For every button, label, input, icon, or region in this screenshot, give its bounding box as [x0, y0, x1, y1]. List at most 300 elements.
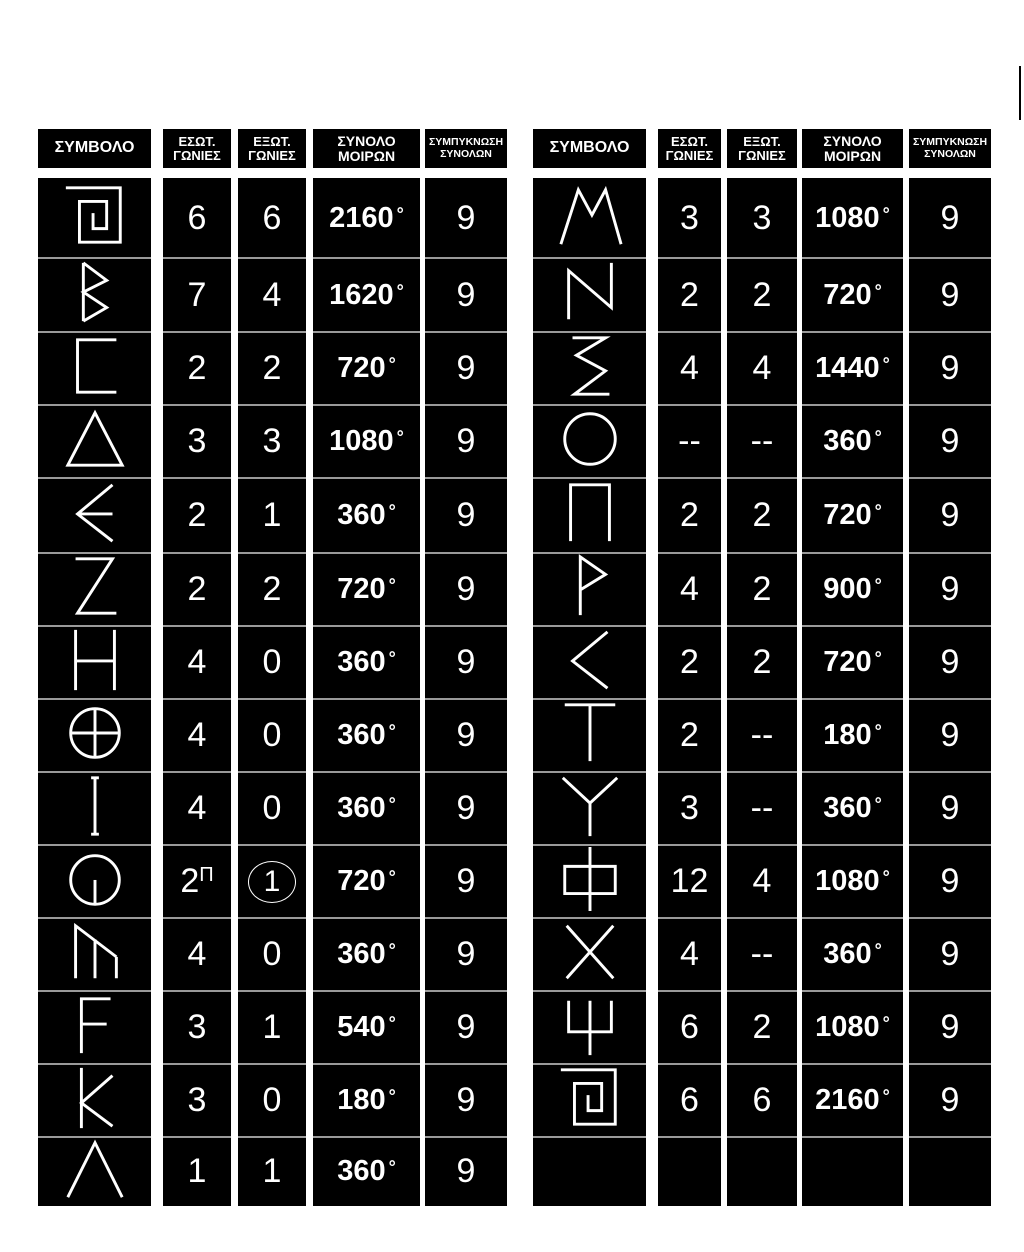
left-reduction-value: 9	[456, 1008, 476, 1046]
left-reduction-cell	[425, 772, 507, 845]
left-interior-cell	[163, 1137, 231, 1206]
right-total-value: 1080	[815, 201, 880, 234]
left-reduction-cell	[425, 332, 507, 405]
right-exterior-value: --	[750, 935, 774, 973]
right-interior-value: 3	[680, 198, 699, 237]
left-reduction-value: 9	[456, 789, 476, 827]
right-header-exterior-line: ΕΞΩΤ.	[743, 133, 781, 149]
right-degree-sign: °	[874, 721, 882, 741]
left-exterior-cell	[238, 178, 306, 258]
right-interior-value: 2	[680, 716, 699, 754]
left-total-cell	[313, 626, 420, 699]
right-reduction-cell	[909, 918, 991, 991]
psi-icon	[554, 991, 626, 1064]
right-exterior-value: --	[750, 716, 774, 754]
left-total-value: 1080	[329, 425, 394, 457]
left-total-cell	[313, 332, 420, 405]
right-reduction-value: 9	[940, 198, 960, 237]
left-interior-value: 3	[187, 422, 207, 460]
left-reduction-value: 9	[456, 1081, 476, 1119]
right-degree-sign: °	[874, 940, 882, 960]
left-exterior-cell	[238, 991, 306, 1064]
left-total-cell	[313, 918, 420, 991]
left-interior-value: 4	[187, 716, 207, 754]
left-header-interior-line: ΓΩΝΙΕΣ	[173, 147, 221, 163]
left-reduction-cell	[425, 1137, 507, 1206]
right-header-exterior	[727, 129, 797, 168]
left-reduction-cell	[425, 1064, 507, 1137]
right-degree-sign: °	[882, 1086, 890, 1106]
upsilon-icon	[554, 772, 626, 845]
left-interior-value: 3	[187, 1081, 207, 1119]
left-exterior-cell	[238, 332, 306, 405]
left-header-interior-line: ΕΣΩΤ.	[178, 133, 216, 149]
left-header-exterior-line: ΓΩΝΙΕΣ	[248, 147, 296, 163]
epsilon-icon	[59, 479, 131, 552]
left-interior-cell	[163, 991, 231, 1064]
right-degree-sign: °	[874, 794, 882, 814]
right-degree-sign: °	[874, 501, 882, 521]
left-exterior-value: 2	[262, 570, 282, 608]
left-exterior-value: 1	[262, 496, 282, 534]
right-total-value: 2160	[815, 1084, 880, 1116]
right-symbol-cell	[533, 405, 646, 478]
right-exterior-cell	[727, 258, 797, 332]
left-interior-value: 1	[187, 1152, 207, 1190]
right-total-value: 720	[823, 278, 872, 311]
right-degree-sign: °	[874, 575, 882, 595]
right-reduction-value: 9	[940, 789, 960, 827]
left-reduction-value: 9	[456, 862, 476, 900]
right-reduction-value: 9	[940, 862, 960, 900]
left-reduction-value: 9	[456, 643, 476, 681]
right-interior-cell	[658, 332, 721, 405]
left-total-cell	[313, 845, 420, 918]
right-reduction-cell	[909, 699, 991, 772]
right-total-value: 1080	[815, 865, 880, 897]
right-header-exterior-line: ΓΩΝΙΕΣ	[738, 147, 786, 163]
right-total-value: 1440	[815, 352, 880, 384]
left-interior-cell	[163, 405, 231, 478]
right-symbol-cell	[533, 699, 646, 772]
left-degree-sign: °	[396, 203, 404, 224]
left-degree-sign: °	[396, 427, 404, 447]
right-reduction-value: 9	[940, 643, 960, 681]
left-reduction-cell	[425, 405, 507, 478]
left-reduction-value: 9	[456, 422, 476, 460]
right-total-cell	[802, 918, 903, 991]
right-total-cell	[802, 772, 903, 845]
left-reduction-value: 9	[456, 716, 476, 754]
right-exterior-value: 2	[752, 275, 772, 314]
theta-icon	[59, 699, 131, 772]
right-exterior-value: 2	[752, 1008, 772, 1046]
left-degree-sign: °	[388, 1157, 396, 1177]
left-exterior-value: 0	[262, 1081, 282, 1119]
left-interior-cell	[163, 178, 231, 258]
right-reduction-value: 9	[940, 1008, 960, 1046]
left-interior-value: 2	[180, 862, 200, 900]
right-reduction-cell	[909, 772, 991, 845]
right-exterior-value: --	[750, 789, 774, 827]
right-total-cell	[802, 478, 903, 553]
right-symbol-cell	[533, 332, 646, 405]
left-reduction-cell	[425, 699, 507, 772]
right-interior-cell	[658, 405, 721, 478]
right-degree-sign: °	[874, 648, 882, 668]
left-interior-value: 4	[187, 643, 207, 681]
left-interior-cell	[163, 553, 231, 626]
right-interior-cell	[658, 258, 721, 332]
iota-icon	[59, 772, 131, 845]
left-exterior-cell	[238, 553, 306, 626]
left-interior-cell	[163, 332, 231, 405]
right-total-value: 180	[823, 719, 872, 751]
right-total-cell	[802, 1064, 903, 1137]
right-degree-sign: °	[874, 427, 882, 447]
left-degree-sign: °	[388, 1013, 396, 1033]
left-exterior-cell	[238, 772, 306, 845]
left-total-cell	[313, 405, 420, 478]
left-reduction-value: 9	[456, 275, 476, 314]
left-total-cell	[313, 478, 420, 553]
left-header-symbol-line: ΣΥΜΒΟΛΟ	[54, 139, 135, 157]
left-header-reduction-line: ΣΥΝΟΛΩΝ	[440, 147, 492, 160]
left-total-cell	[313, 699, 420, 772]
right-degree-sign: °	[882, 354, 890, 374]
rho-icon	[554, 553, 626, 626]
right-interior-value: 2	[680, 275, 699, 314]
left-header-symbol	[38, 129, 151, 168]
right-header-total-line: ΣΥΝΟΛΟ	[823, 132, 882, 149]
right-exterior-cell	[727, 405, 797, 478]
left-interior-value: 2	[187, 570, 207, 608]
right-exterior-value: 2	[752, 570, 772, 608]
right-header-total	[802, 129, 903, 168]
right-total-cell	[802, 626, 903, 699]
right-interior-value: 4	[680, 570, 699, 608]
left-symbol-cell	[38, 991, 151, 1064]
right-interior-value: 6	[680, 1081, 699, 1119]
left-total-cell	[313, 178, 420, 258]
left-exterior-value: 0	[262, 643, 282, 681]
left-interior-cell	[163, 626, 231, 699]
right-degree-sign: °	[882, 203, 890, 224]
eta-icon	[59, 626, 131, 699]
left-reduction-cell	[425, 626, 507, 699]
left-exterior-value: 4	[262, 275, 282, 314]
left-symbol-cell	[38, 626, 151, 699]
left-degree-sign: °	[388, 940, 396, 960]
left-exterior-cell	[238, 918, 306, 991]
right-exterior-value: 4	[752, 349, 772, 387]
left-symbol-cell	[38, 845, 151, 918]
left-degree-sign: °	[388, 721, 396, 741]
left-interior-value: 2	[187, 496, 207, 534]
edge-line	[1019, 66, 1021, 120]
right-interior-value: 6	[680, 1008, 699, 1046]
right-exterior-value: 3	[752, 198, 772, 237]
right-total-cell	[802, 699, 903, 772]
left-degree-sign: °	[388, 354, 396, 374]
left-header-total-line: ΣΥΝΟΛΟ	[337, 132, 396, 149]
left-total-value: 360	[337, 792, 386, 824]
left-interior-cell	[163, 699, 231, 772]
right-exterior-cell	[727, 772, 797, 845]
right-total-value: 900	[823, 573, 872, 605]
right-header-reduction-line: ΣΥΝΟΛΩΝ	[924, 147, 976, 160]
left-total-value: 720	[337, 352, 386, 384]
right-interior-cell	[658, 772, 721, 845]
left-reduction-value: 9	[456, 935, 476, 973]
left-exterior-value: 0	[262, 716, 282, 754]
right-total-cell	[802, 258, 903, 332]
right-exterior-cell	[727, 478, 797, 553]
right-exterior-value: --	[750, 422, 774, 460]
left-exterior-value: 0	[262, 935, 282, 973]
right-symbol-cell	[533, 258, 646, 332]
right-symbol-cell	[533, 772, 646, 845]
right-symbol-cell	[533, 918, 646, 991]
left-reduction-value: 9	[456, 198, 476, 237]
tau-icon	[554, 699, 626, 772]
left-total-value: 360	[337, 938, 386, 970]
left-header-interior	[163, 129, 231, 168]
right-exterior-cell	[727, 178, 797, 258]
right-interior-cell	[658, 553, 721, 626]
pi-slant-icon	[59, 918, 131, 991]
left-exterior-value: 3	[262, 422, 282, 460]
right-total-cell	[802, 178, 903, 258]
left-total-value: 180	[337, 1084, 386, 1116]
left-degree-sign: °	[388, 648, 396, 668]
right-degree-sign: °	[882, 867, 890, 887]
left-exterior-value: 1	[248, 861, 296, 903]
left-exterior-value: 0	[262, 789, 282, 827]
right-degree-sign: °	[882, 1013, 890, 1033]
right-reduction-value: 9	[940, 349, 960, 387]
right-interior-value: 4	[680, 935, 699, 973]
left-degree-sign: °	[388, 575, 396, 595]
left-reduction-cell	[425, 991, 507, 1064]
right-reduction-value: 9	[940, 935, 960, 973]
left-symbol-cell	[38, 1137, 151, 1206]
zeta-icon	[59, 553, 131, 626]
left-header-exterior	[238, 129, 306, 168]
right-total-value: 1080	[815, 1011, 880, 1043]
right-total-cell	[802, 405, 903, 478]
right-reduction-cell	[909, 478, 991, 553]
left-header-total-line: ΜΟΙΡΩΝ	[337, 147, 396, 164]
right-header-total-line: ΜΟΙΡΩΝ	[823, 147, 882, 164]
right-interior-cell	[658, 918, 721, 991]
right-interior-value: 12	[670, 862, 709, 900]
left-reduction-value: 9	[456, 570, 476, 608]
right-interior-value: --	[678, 422, 701, 460]
right-total-value: 360	[823, 425, 872, 457]
right-interior-cell	[658, 845, 721, 918]
left-interior-cell	[163, 258, 231, 332]
right-row-separator	[533, 1136, 646, 1138]
left-total-cell	[313, 772, 420, 845]
left-reduction-cell	[425, 478, 507, 553]
lambda-icon	[59, 1135, 131, 1208]
left-exterior-cell	[238, 258, 306, 332]
right-reduction-value: 9	[940, 570, 960, 608]
right-reduction-cell	[909, 1064, 991, 1137]
left-interior-cell	[163, 845, 231, 918]
left-interior-cell	[163, 1064, 231, 1137]
left-total-value: 720	[337, 865, 386, 897]
right-header-interior-line: ΕΣΩΤ.	[670, 133, 709, 149]
right-symbol-cell	[533, 991, 646, 1064]
left-exterior-cell	[238, 626, 306, 699]
right-reduction-value: 9	[940, 422, 960, 460]
left-degree-sign: °	[388, 867, 396, 887]
right-row-separator	[909, 1136, 991, 1138]
right-total-cell	[802, 845, 903, 918]
right-header-interior-line: ΓΩΝΙΕΣ	[665, 147, 714, 163]
kappa-icon	[59, 1064, 131, 1137]
right-reduction-cell	[909, 991, 991, 1064]
left-symbol-cell	[38, 332, 151, 405]
right-exterior-value: 2	[752, 643, 772, 681]
right-symbol-cell	[533, 845, 646, 918]
left-interior-value: 2	[187, 349, 207, 387]
left-total-cell	[313, 1137, 420, 1206]
right-reduction-value: 9	[940, 496, 960, 534]
left-interior-value: 3	[187, 1008, 207, 1046]
left-total-value: 360	[337, 646, 386, 678]
left-total-value: 360	[337, 1155, 386, 1187]
right-exterior-cell	[727, 332, 797, 405]
right-reduction-cell	[909, 553, 991, 626]
left-symbol-cell	[38, 772, 151, 845]
right-exterior-cell	[727, 845, 797, 918]
left-interior-value: 4	[187, 789, 207, 827]
right-reduction-value: 9	[940, 275, 960, 314]
right-interior-cell	[658, 478, 721, 553]
right-exterior-value: 4	[752, 862, 772, 900]
left-exterior-cell	[238, 478, 306, 553]
left-symbol-cell	[38, 918, 151, 991]
left-total-value: 540	[337, 1011, 386, 1043]
omicron-icon	[554, 405, 626, 478]
right-total-value: 720	[823, 646, 872, 678]
right-symbol-cell	[533, 553, 646, 626]
left-symbol-cell	[38, 478, 151, 553]
left-reduction-cell	[425, 258, 507, 332]
right-interior-value: 2	[680, 496, 699, 534]
right-row-separator	[802, 1136, 903, 1138]
right-header-symbol	[533, 129, 646, 168]
right-interior-cell	[658, 699, 721, 772]
left-interior-cell	[163, 478, 231, 553]
right-exterior-cell	[727, 991, 797, 1064]
right-header-symbol-line: ΣΥΜΒΟΛΟ	[549, 139, 630, 157]
right-reduction-value: 9	[940, 1081, 960, 1119]
right-reduction-cell	[909, 178, 991, 258]
right-reduction-cell	[909, 258, 991, 332]
right-reduction-value: 9	[940, 716, 960, 754]
left-total-value: 2160	[329, 201, 394, 234]
left-reduction-cell	[425, 553, 507, 626]
right-header-interior	[658, 129, 721, 168]
left-exterior-cell	[238, 845, 306, 918]
left-degree-sign: °	[388, 501, 396, 521]
right-total-cell	[802, 332, 903, 405]
pi-icon	[554, 479, 626, 552]
right-exterior-cell	[727, 1064, 797, 1137]
left-header-reduction	[425, 129, 507, 168]
left-reduction-value: 9	[456, 349, 476, 387]
right-symbol-cell	[533, 478, 646, 553]
left-symbol-cell	[38, 405, 151, 478]
left-symbol-cell	[38, 178, 151, 258]
meander-square-icon	[554, 1064, 626, 1137]
chi-icon	[554, 918, 626, 991]
left-symbol-cell	[38, 258, 151, 332]
right-total-value: 720	[823, 499, 872, 531]
right-header-reduction	[909, 129, 991, 168]
left-exterior-cell	[238, 405, 306, 478]
left-reduction-cell	[425, 918, 507, 991]
right-interior-value: 3	[680, 789, 699, 827]
left-total-cell	[313, 258, 420, 332]
left-exterior-cell	[238, 699, 306, 772]
right-degree-sign: °	[874, 280, 882, 301]
circle-stem-icon	[59, 845, 131, 918]
right-interior-value: 4	[680, 349, 699, 387]
right-reduction-cell	[909, 405, 991, 478]
left-exterior-value: 1	[262, 1008, 282, 1046]
left-symbol-cell	[38, 553, 151, 626]
right-symbol-cell	[533, 178, 646, 258]
left-header-exterior-line: ΕΞΩΤ.	[253, 133, 291, 149]
left-exterior-cell	[238, 1137, 306, 1206]
right-reduction-cell	[909, 626, 991, 699]
right-exterior-cell	[727, 918, 797, 991]
digamma-icon	[59, 991, 131, 1064]
right-total-cell	[802, 991, 903, 1064]
left-interior-cell	[163, 918, 231, 991]
left-total-cell	[313, 1064, 420, 1137]
right-total-value: 360	[823, 938, 872, 970]
xi-icon	[554, 332, 626, 405]
right-symbol-cell	[533, 1064, 646, 1137]
left-reduction-value: 9	[456, 496, 476, 534]
delta-icon	[59, 405, 131, 478]
left-total-value: 360	[337, 499, 386, 531]
left-header-total	[313, 129, 420, 168]
phi-icon	[554, 845, 626, 918]
right-interior-value: 2	[680, 643, 699, 681]
left-header-reduction-line: ΣΥΜΠΥΚΝΩΣΗ	[428, 136, 504, 149]
left-total-value: 1620	[329, 278, 394, 311]
right-exterior-cell	[727, 626, 797, 699]
right-symbol-cell	[533, 626, 646, 699]
right-total-value: 360	[823, 792, 872, 824]
sigma-icon	[554, 626, 626, 699]
left-interior-superscript: Π	[199, 864, 214, 886]
left-reduction-cell	[425, 845, 507, 918]
left-total-value: 720	[337, 573, 386, 605]
right-reduction-cell	[909, 332, 991, 405]
left-degree-sign: °	[396, 280, 404, 301]
left-exterior-value: 6	[262, 198, 282, 237]
right-total-cell	[802, 553, 903, 626]
left-total-cell	[313, 991, 420, 1064]
